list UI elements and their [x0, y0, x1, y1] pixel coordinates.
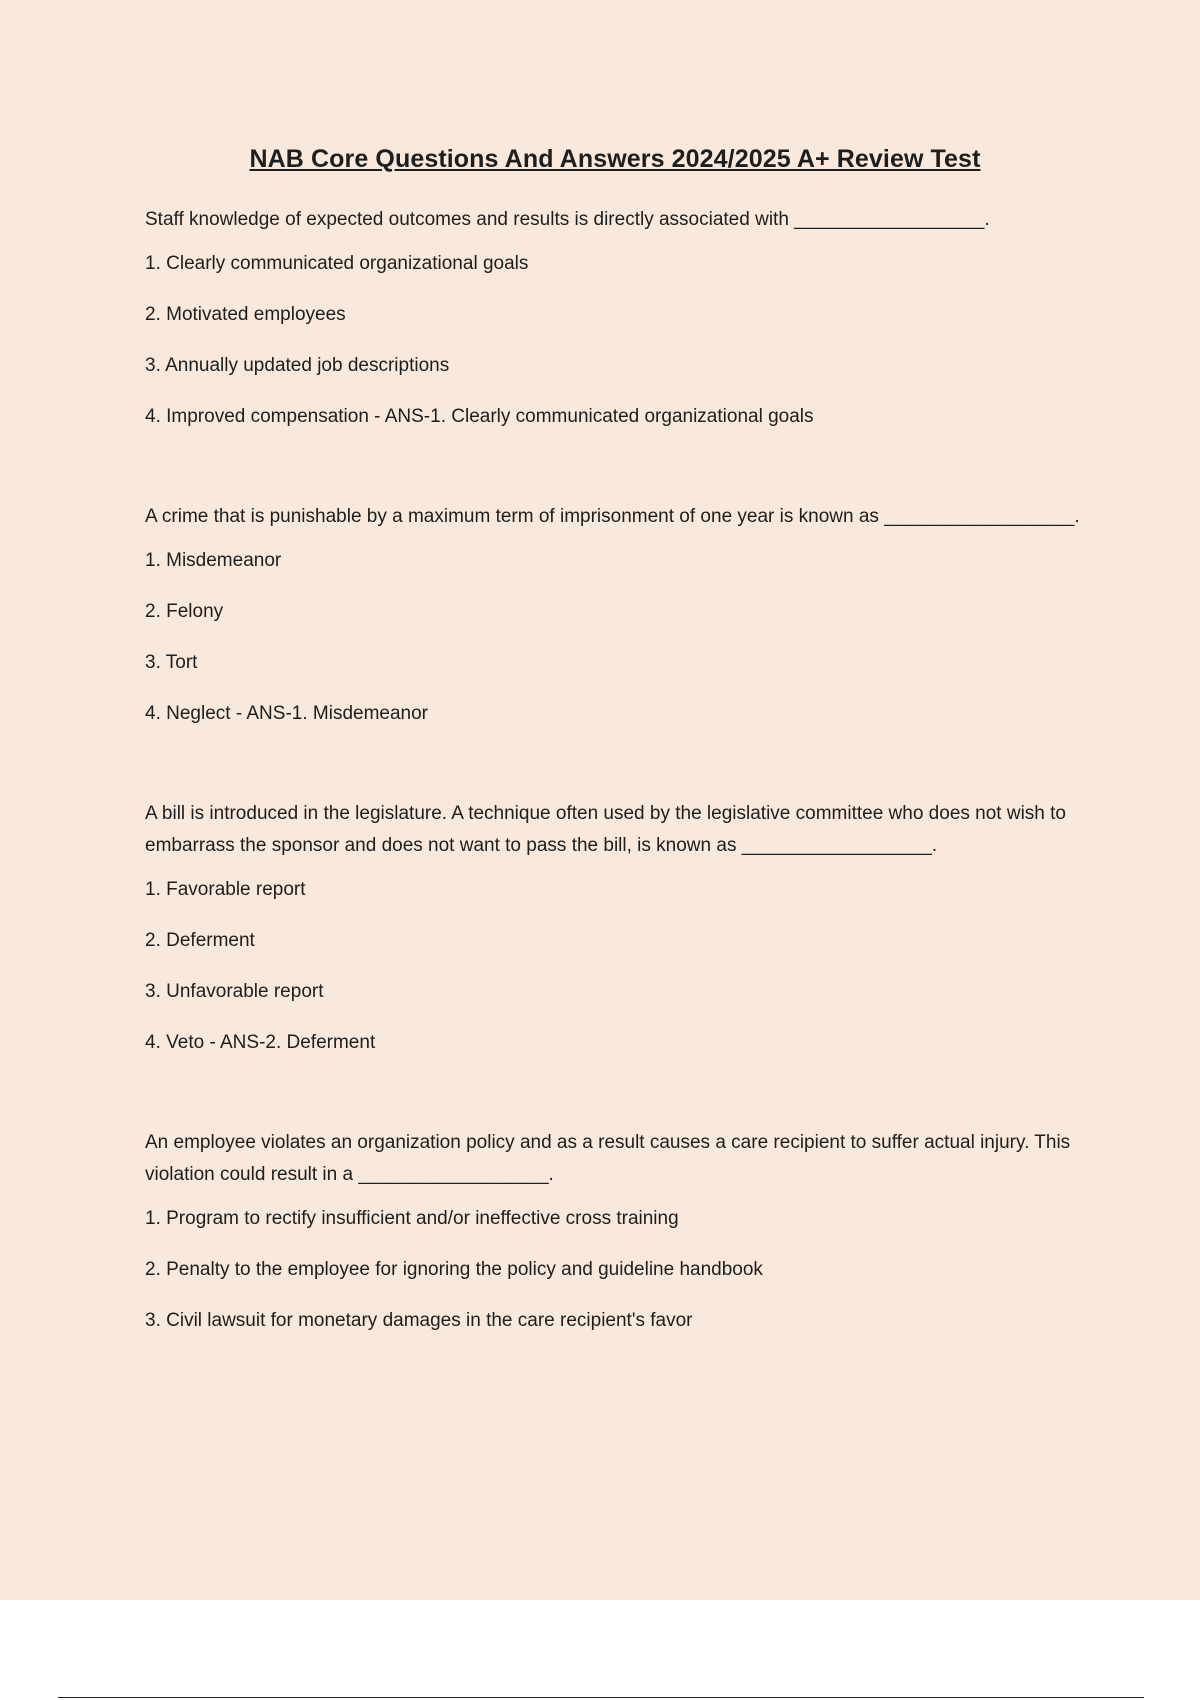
answer-option: 2. Felony: [145, 601, 224, 622]
answer-option: 1. Favorable report: [145, 879, 306, 900]
answer-option: 4. Neglect - ANS-1. Misdemeanor: [145, 703, 429, 724]
answer-option: 2. Penalty to the employee for ignoring the policy and guideline handbook: [145, 1259, 763, 1280]
answer-option: 4. Veto - ANS-2. Deferment: [145, 1032, 376, 1053]
answer-option: 3. Annually updated job descriptions: [145, 355, 450, 376]
question-block: [145, 1127, 1085, 1337]
question-block: [145, 501, 1085, 730]
answer-option: 1. Misdemeanor: [145, 550, 282, 571]
answer-option: 4. Improved compensation - ANS-1. Clearly communicated organizational goals: [145, 406, 814, 427]
question-text: Staff knowledge of expected outcomes and results is directly associated with __________________.: [145, 209, 990, 230]
question-block: [145, 798, 1085, 1059]
document-content: [145, 145, 1085, 1405]
answer-option: 2. Deferment: [145, 930, 255, 951]
answer-option: 3. Civil lawsuit for monetary damages in the care recipient's favor: [145, 1310, 693, 1331]
answer-option: 1. Clearly communicated organizational goals: [145, 253, 529, 274]
answer-option: 3. Unfavorable report: [145, 981, 324, 1002]
question-text: An employee violates an organization policy and as a result causes a care recipient to suffer actual injury. This violation could result in a __________________.: [145, 1132, 1071, 1185]
footer-divider: [58, 1697, 1144, 1698]
question-text: A bill is introduced in the legislature. A technique often used by the legislative committee who does not wish to embarrass the sponsor and does not want to pass the bill, is known as __________________.: [145, 803, 1066, 856]
answer-option: 1. Program to rectify insufficient and/or ineffective cross training: [145, 1208, 679, 1229]
answer-option: 2. Motivated employees: [145, 304, 346, 325]
question-text: A crime that is punishable by a maximum term of imprisonment of one year is known as __________________.: [145, 506, 1080, 527]
document-title: NAB Core Questions And Answers 2024/2025 A+ Review Test: [249, 145, 981, 173]
answer-option: 3. Tort: [145, 652, 198, 673]
question-block: [145, 204, 1085, 433]
